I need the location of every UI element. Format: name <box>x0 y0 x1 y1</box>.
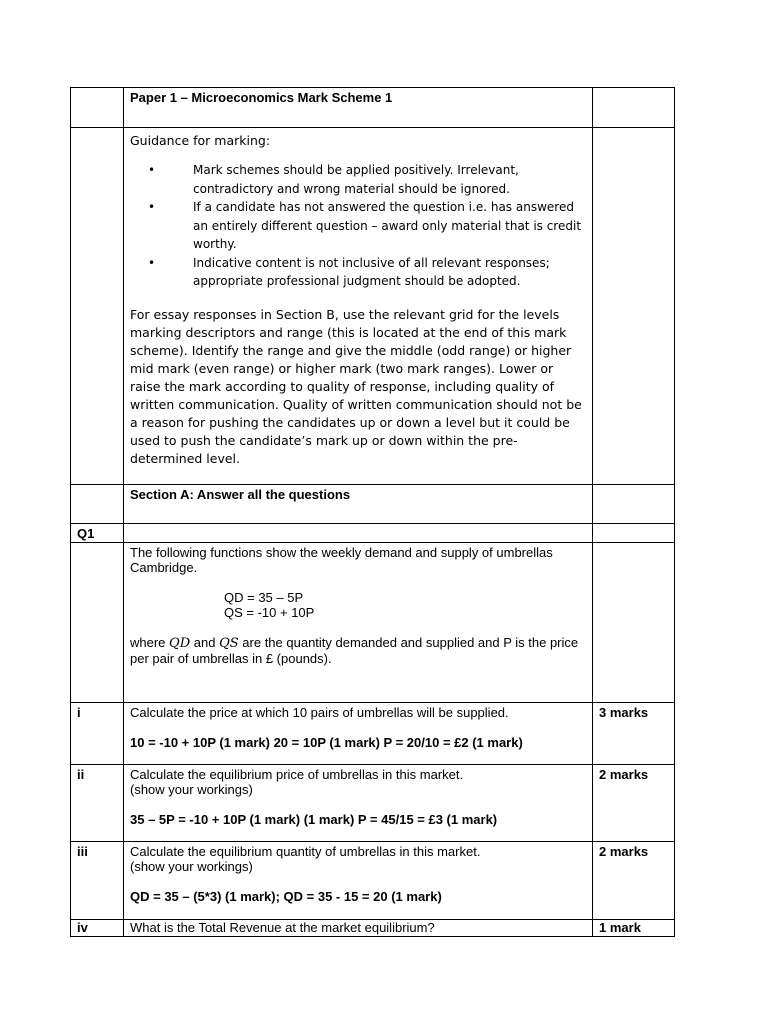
bullet-icon: • <box>148 163 156 177</box>
part-label: iii <box>77 844 88 859</box>
bullet-icon: • <box>148 200 156 214</box>
guidance-paragraph: For essay responses in Section B, use the relevant grid for the levels marking descriptors and range (this is located at the end of this mark scheme). Identify the range and give the middle (odd range) or higher mid mark (even range) or higher mark (two mark ranges). Lower or raise the mark according to quality of response, including quality of written communication. Quality of written communication should not be a reason for pushing the candidates up or down a level but it could be used to push the candidate’s mark up or down within the pre-determined level. <box>130 306 582 466</box>
q1-context-row <box>71 543 675 703</box>
part-question: What is the Total Revenue at the market equilibrium? <box>130 920 435 935</box>
guidance-heading: Guidance for marking: <box>130 133 271 148</box>
section-a-heading: Section A: Answer all the questions <box>130 487 351 502</box>
part-answer: 35 – 5P = -10 + 10P (1 mark) (1 mark) P = 45/15 = £3 (1 mark) <box>130 812 498 827</box>
part-question: Calculate the equilibrium quantity of umbrellas in this market. <box>130 844 481 859</box>
supply-function: QS = -10 + 10P <box>224 605 315 620</box>
part-marks: 1 mark <box>599 920 641 935</box>
part-workings: (show your workings) <box>130 782 253 797</box>
part-answer: QD = 35 – (5*3) (1 mark); QD = 35 - 15 = 20 (1 mark) <box>130 889 442 904</box>
q1-label: Q1 <box>77 526 95 541</box>
part-label: ii <box>77 767 85 782</box>
part-row <box>71 765 675 842</box>
part-marks: 3 marks <box>599 705 649 720</box>
part-row <box>71 703 675 765</box>
qs-symbol: QS <box>219 636 239 651</box>
q1-where-text: where QD and QS are the quantity demanded and supplied and P is the price per pair of umbrellas in £ (pounds). <box>130 635 579 666</box>
guidance-bullets <box>130 161 586 291</box>
paper-title: Paper 1 – Microeconomics Mark Scheme 1 <box>130 90 393 105</box>
q1-intro: The following functions show the weekly demand and supply of umbrellas Cambridge. <box>130 545 553 575</box>
guidance-row <box>71 128 675 485</box>
part-row <box>71 842 675 920</box>
title-row <box>71 88 675 128</box>
guidance-bullet: • Mark schemes should be applied positively. Irrelevant, contradictory and wrong material should be ignored. <box>148 163 519 196</box>
demand-function: QD = 35 – 5P <box>224 590 304 605</box>
guidance-bullet: • Indicative content is not inclusive of all relevant responses; appropriate professional judgment should be adopted. <box>148 255 550 288</box>
mark-scheme-table <box>70 87 675 937</box>
part-marks: 2 marks <box>599 844 649 859</box>
part-question: Calculate the price at which 10 pairs of umbrellas will be supplied. <box>130 705 509 720</box>
part-row <box>71 920 675 937</box>
part-question: Calculate the equilibrium price of umbrellas in this market. <box>130 767 464 782</box>
q1-label-row <box>71 524 675 543</box>
part-answer: 10 = -10 + 10P (1 mark) 20 = 10P (1 mark) P = 20/10 = £2 (1 mark) <box>130 735 523 750</box>
part-label: iv <box>77 920 88 935</box>
part-marks: 2 marks <box>599 767 649 782</box>
bullet-icon: • <box>148 255 156 270</box>
section-a-row <box>71 485 675 524</box>
part-label: i <box>77 705 81 720</box>
qd-symbol: QD <box>169 636 191 651</box>
part-workings: (show your workings) <box>130 859 253 874</box>
guidance-bullet: • If a candidate has not answered the question i.e. has answered an entirely different question – award only material that is credit worthy. <box>148 200 582 251</box>
